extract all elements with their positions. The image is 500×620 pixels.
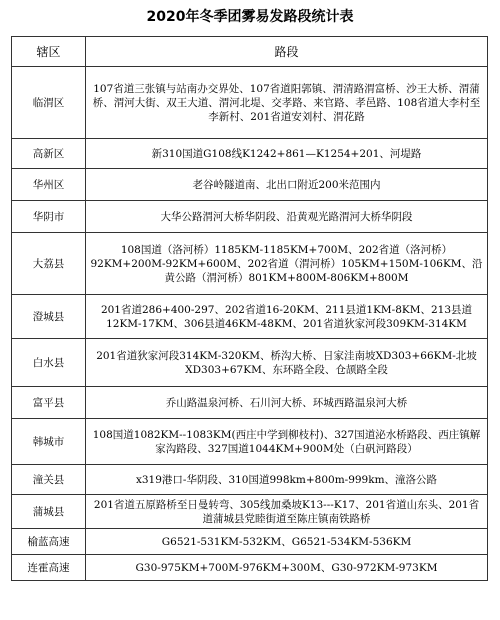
road-cell: 108国道（洛河桥）1185KM-1185KM+700M、202省道（洛河桥）92KM+200M-92KM+600M、202省道（渭河桥）105KM+150M-106KM、沿黄公路（渭河桥）801KM+800M-806KM+800M (86, 233, 488, 295)
table-row (12, 339, 488, 387)
district-cell: 连霍高速 (12, 555, 86, 581)
district-cell: 韩城市 (12, 419, 86, 465)
table-row (12, 295, 488, 339)
road-cell: 107省道三张镇与站南办交界处、107省道阳郭镇、渭清路渭富桥、沙王大桥、渭蒲桥、渭河大街、双王大道、渭河北堤、交孝路、来官路、孝邑路、108省道大李村至李新村、201省道安刘村、渭花路 (86, 67, 488, 139)
road-cell: 201省道五原路桥至日曼转弯、305线加桑坡K13---K17、201省道山东头、201省道蒲城县党睦街道至陈庄镇南铁路桥 (86, 495, 488, 529)
district-cell: 白水县 (12, 339, 86, 387)
header-road: 路段 (86, 37, 488, 67)
road-cell: 201省道286+400-297、202省道16-20KM、211县道1KM-8KM、213县道12KM-17KM、306县道46KM-48KM、201省道狄家河段309KM-314KM (86, 295, 488, 339)
district-cell: 榆蓝高速 (12, 529, 86, 555)
table-row (12, 169, 488, 201)
table-row (12, 67, 488, 139)
district-cell: 蒲城县 (12, 495, 86, 529)
road-cell: G6521-531KM-532KM、G6521-534KM-536KM (86, 529, 488, 555)
table-row (12, 201, 488, 233)
table-row (12, 233, 488, 295)
header-district: 辖区 (12, 37, 86, 67)
table-row (12, 465, 488, 495)
document-title: 2020年冬季团雾易发路段统计表 (146, 9, 354, 25)
table-row (12, 529, 488, 555)
road-cell: 大华公路渭河大桥华阴段、沿黄观光路渭河大桥华阴段 (86, 201, 488, 233)
table-row (12, 495, 488, 529)
table-row (12, 555, 488, 581)
road-cell: 201省道狄家河段314KM-320KM、桥沟大桥、日家洼南坡XD303+66KM-北坡XD303+67KM、东环路全段、仓颉路全段 (86, 339, 488, 387)
table-header-row (12, 37, 488, 67)
district-cell: 临渭区 (12, 67, 86, 139)
table-row (12, 419, 488, 465)
district-cell: 潼关县 (12, 465, 86, 495)
district-cell: 澄城县 (12, 295, 86, 339)
road-cell: 108国道1082KM--1083KM(西庄中学到柳枝村)、327国道泌水桥路段、西庄镇解家沟路段、327国道1044KM+900M处（白矾河路段） (86, 419, 488, 465)
district-cell: 富平县 (12, 387, 86, 419)
road-cell: G30-975KM+700M-976KM+300M、G30-972KM-973KM (86, 555, 488, 581)
district-cell: 高新区 (12, 139, 86, 169)
district-cell: 大荔县 (12, 233, 86, 295)
table-row (12, 139, 488, 169)
road-cell: 老谷岭隧道南、北出口附近200米范围内 (86, 169, 488, 201)
table-row (12, 387, 488, 419)
district-cell: 华州区 (12, 169, 86, 201)
fog-road-table (11, 36, 488, 581)
road-cell: x319港口-华阴段、310国道998km+800m-999km、潼洛公路 (86, 465, 488, 495)
district-cell: 华阴市 (12, 201, 86, 233)
road-cell: 乔山路温泉河桥、石川河大桥、环城西路温泉河大桥 (86, 387, 488, 419)
road-cell: 新310国道G108线K1242+861—K1254+201、河堤路 (86, 139, 488, 169)
